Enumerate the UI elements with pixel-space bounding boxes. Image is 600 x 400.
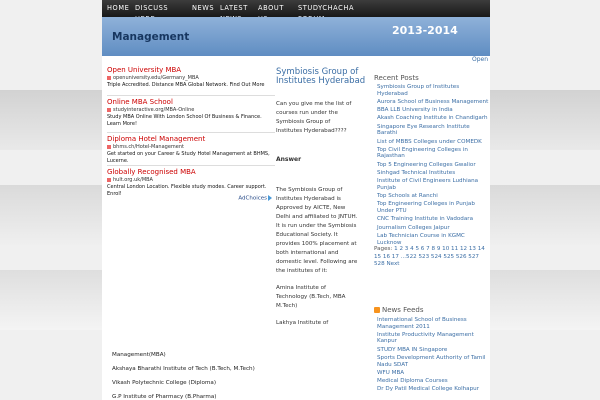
ad-description: Study MBA Online With London School Of Business & Finance. Learn More! (107, 114, 262, 127)
ad-title[interactable]: Open University MBA (107, 66, 182, 74)
recent-posts-heading: Recent Posts (374, 74, 419, 82)
nav-discuss-here[interactable]: DISCUSS (135, 4, 169, 12)
recent-post-link[interactable]: Aurora School of Business Management (377, 98, 489, 105)
nav-latest-news[interactable]: LATEST (220, 4, 248, 12)
feed-link[interactable]: Dr Dy Patil Medical College Kolhapur (377, 386, 480, 393)
top-nav (102, 0, 490, 17)
recent-post-link[interactable]: Top 5 Engineering Colleges Gwalior (377, 161, 476, 168)
recent-post-link[interactable]: Journalism Colleges Jaipur (377, 224, 450, 231)
answer-line: G.P Institute of Pharmacy (B.Pharma) (112, 394, 217, 400)
site-header (102, 17, 490, 56)
ad-title[interactable]: Globally Recognised MBA (107, 168, 196, 176)
news-feeds-heading: News Feeds (374, 306, 424, 314)
answer-body (276, 186, 358, 336)
news-feeds-list (374, 317, 490, 395)
ad-description: Central London Location. Flexible study modes. Career support. Enrol! (107, 184, 267, 197)
answer-label: Answer (276, 156, 302, 163)
nav-home[interactable]: HOME (107, 4, 130, 12)
ad-box (107, 66, 275, 204)
ad-item[interactable] (107, 168, 275, 197)
page-container (102, 0, 490, 400)
recent-post-link[interactable]: Top Schools at Ranchi (377, 193, 438, 200)
ad-divider (107, 132, 275, 133)
pagination[interactable] (374, 246, 488, 269)
ad-url-icon (107, 76, 111, 80)
site-title[interactable]: Management (112, 31, 190, 43)
open-link[interactable]: Open (471, 56, 488, 63)
pagination-label: Pages: (374, 246, 393, 252)
feed-link[interactable]: Medical Diploma Courses (377, 378, 448, 385)
recent-post-link[interactable]: CNC Training Institute in Vadodara (377, 216, 474, 223)
feed-link[interactable]: WFU MBA (377, 369, 405, 376)
ad-item[interactable] (107, 66, 275, 89)
answer-paragraph: Lakhya Institute of (276, 320, 329, 326)
nav-studychacha-forum[interactable]: STUDYCHACHA (298, 4, 355, 12)
recent-post-link[interactable]: Symbiosis Group of Institutes Hyderabad (377, 84, 460, 97)
post-title[interactable]: Symbiosis Group of Institutes Hyderabad (276, 67, 366, 86)
recent-post-link[interactable]: Singapore Eye Research Institute Barathi (377, 123, 470, 137)
ad-divider (107, 95, 275, 96)
ad-url-icon (107, 145, 111, 149)
answer-line: Management(MBA) (112, 352, 166, 358)
ad-title[interactable]: Diploma Hotel Management (107, 135, 206, 143)
answer-paragraph: Amina Institute of Technology (B.Tech, MBA M.Tech) (276, 285, 346, 309)
recent-post-link[interactable]: Top Engineering Colleges in Punjab Under PTU (377, 201, 475, 215)
nav-news[interactable]: NEWS (192, 4, 215, 12)
recent-post-link[interactable]: Institute of Civil Engineers Ludhiana Punjab (377, 178, 479, 191)
recent-post-link[interactable]: Lab Technician Course in KGMC Lucknow (377, 232, 465, 246)
recent-post-link[interactable]: Akash Coaching Institute in Chandigarh (377, 115, 488, 122)
ad-divider (107, 165, 275, 166)
ad-title[interactable]: Online MBA School (107, 98, 173, 106)
rss-icon (374, 307, 380, 313)
ad-url[interactable]: studyinteractive.org/MBA-Online (113, 107, 195, 113)
nav-about-us[interactable]: ABOUT (258, 4, 284, 12)
ad-item[interactable] (107, 98, 275, 127)
recent-posts-list (374, 84, 490, 248)
pagination-links[interactable]: 1 2 3 4 5 6 7 8 9 10 11 12 13 14 15 16 17 ...522 523 524 525 526 527 528 Next (374, 246, 485, 267)
post-question: Can you give me the list of courses run under the Symbiosis Group of Institutes Hyderabad???? (276, 101, 352, 134)
feed-link[interactable]: Institute Productivity Management Kanpur (377, 331, 474, 345)
recent-post-link[interactable]: Sinhgad Technical Institutes (377, 170, 456, 177)
ad-item[interactable] (107, 135, 275, 164)
feed-link[interactable]: Sports Development Authority of Tamil Nadu SDAT (377, 355, 486, 368)
feed-link[interactable]: International School of Business Management 2011 (377, 317, 467, 330)
feed-link[interactable]: STUDY MBA IN Singapore (377, 346, 448, 353)
ad-description: Triple Accredited. Distance MBA Global Network. Find Out More (107, 82, 265, 88)
ad-url[interactable]: bhms.ch/Hotel-Management (113, 144, 184, 150)
answer-line: Akshaya Bharathi Institute of Tech (B.Tech, M.Tech) (112, 366, 255, 372)
adchoices-icon (268, 195, 272, 201)
adchoices-link[interactable]: AdChoices (238, 195, 272, 202)
recent-post-link[interactable]: BBA LLB University in India (377, 107, 453, 114)
ad-url-icon (107, 108, 111, 112)
ad-url-icon (107, 178, 111, 182)
recent-post-link[interactable]: Top Civil Engineering Colleges in Rajasthan (377, 146, 468, 160)
answer-paragraph: The Symbiosis Group of Institutes Hyderabad is Approved by AICTE, New Delhi and affiliated to JNTUH. It is run under the Symbiosis Educational Society. It provides 100% placement at both international and domestic level. Following are the institutes of it: (276, 187, 358, 274)
ad-description: Get started on your Career & Study Hotel Management at BHMS, Lucerne. (107, 151, 270, 164)
content-area (102, 56, 490, 400)
answer-line: Vikash Polytechnic College (Diploma) (112, 380, 217, 386)
recent-post-link[interactable]: List of MBBS Colleges under COMEDK (377, 138, 482, 145)
ad-url[interactable]: openuniversity.edu/Germany_MBA (113, 75, 199, 81)
ad-url[interactable]: hult.org.uk/MBA (113, 177, 153, 183)
header-year: 2013-2014 (392, 24, 458, 37)
